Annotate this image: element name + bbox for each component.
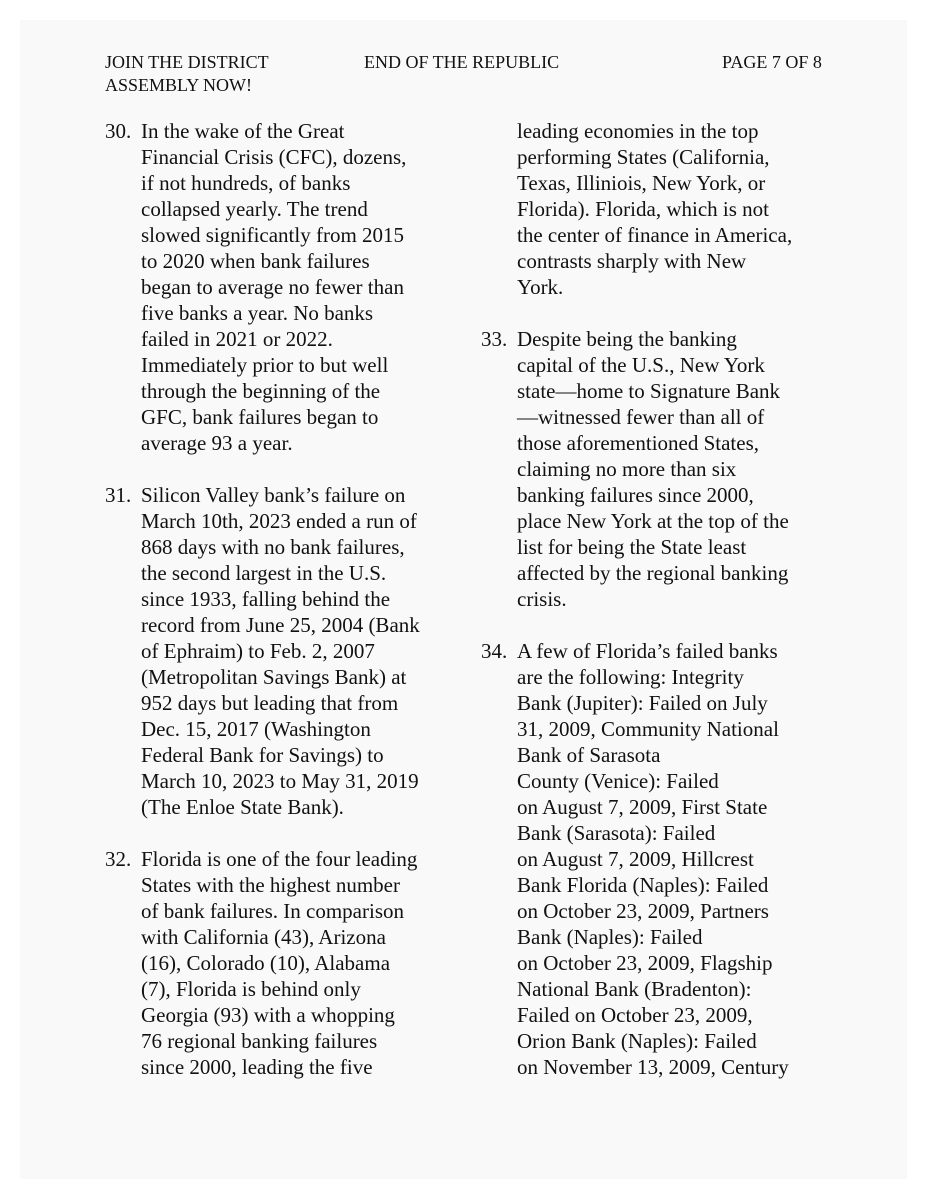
text-line: with California (43), Arizona	[141, 925, 386, 949]
text-line: (The Enloe State Bank).	[141, 795, 344, 819]
text-line: Bank (Jupiter): Failed on July	[517, 691, 768, 715]
text-line: Georgia (93) with a whopping	[141, 1003, 395, 1027]
page-number: PAGE 7 OF 8	[722, 52, 822, 72]
text-line: on October 23, 2009, Flagship	[517, 951, 773, 975]
text-line: the center of finance in America,	[517, 223, 793, 247]
text-line: A few of Florida’s failed banks	[517, 639, 778, 663]
text-line: on August 7, 2009, First State	[517, 795, 768, 819]
text-line: Failed on October 23, 2009,	[517, 1003, 753, 1027]
text-line: since 1933, falling behind the	[141, 587, 391, 611]
text-line: performing States (California,	[517, 145, 770, 169]
text-line: Silicon Valley bank’s failure on	[141, 483, 406, 507]
text-line: (16), Colorado (10), Alabama	[141, 951, 391, 975]
text-line: to 2020 when bank failures	[141, 249, 370, 273]
text-line: list for being the State least	[517, 535, 747, 559]
text-line: affected by the regional banking	[517, 561, 789, 585]
text-line: GFC, bank failures began to	[141, 405, 379, 429]
text-line: state—home to Signature Bank	[517, 379, 781, 403]
header-left-line-2: ASSEMBLY NOW!	[105, 75, 253, 95]
text-line: on November 13, 2009, Century	[517, 1055, 789, 1079]
text-line: Immediately prior to but well	[141, 353, 389, 377]
text-line: if not hundreds, of banks	[141, 171, 351, 195]
text-line: Bank (Naples): Failed	[517, 925, 703, 949]
text-line: Bank of Sarasota	[517, 743, 661, 767]
text-line: Texas, Illiniois, New York, or	[517, 171, 766, 195]
text-line: capital of the U.S., New York	[517, 353, 765, 377]
text-line: Bank (Sarasota): Failed	[517, 821, 716, 845]
item-number: 32.	[105, 847, 132, 871]
text-line: slowed significantly from 2015	[141, 223, 405, 247]
item-number: 31.	[105, 483, 132, 507]
header-left	[105, 51, 305, 97]
text-line: average 93 a year.	[141, 431, 293, 455]
item-number: 34.	[481, 639, 508, 663]
text-line: —witnessed fewer than all of	[517, 405, 765, 429]
text-line: those aforementioned States,	[517, 431, 760, 455]
text-line: on October 23, 2009, Partners	[517, 899, 769, 923]
text-line: 952 days but leading that from	[141, 691, 399, 715]
text-line: York.	[517, 275, 564, 299]
item-number: 30.	[105, 119, 132, 143]
text-line: place New York at the top of the	[517, 509, 789, 533]
text-line: on August 7, 2009, Hillcrest	[517, 847, 754, 871]
text-line: contrasts sharply with New	[517, 249, 747, 273]
text-line: since 2000, leading the five	[141, 1055, 373, 1079]
text-line: Financial Crisis (CFC), dozens,	[141, 145, 407, 169]
text-line: Orion Bank (Naples): Failed	[517, 1029, 757, 1053]
text-line: record from June 25, 2004 (Bank	[141, 613, 420, 637]
text-line: (7), Florida is behind only	[141, 977, 361, 1001]
text-line: Dec. 15, 2017 (Washington	[141, 717, 371, 741]
text-line: five banks a year. No banks	[141, 301, 374, 325]
text-line: of Ephraim) to Feb. 2, 2007	[141, 639, 375, 663]
text-line: banking failures since 2000,	[517, 483, 754, 507]
text-line: 868 days with no bank failures,	[141, 535, 405, 559]
text-line: are the following: Integrity	[517, 665, 744, 689]
list-item-31	[105, 482, 445, 820]
text-line: collapsed yearly. The trend	[141, 197, 368, 221]
text-line: began to average no fewer than	[141, 275, 404, 299]
text-line: Bank Florida (Naples): Failed	[517, 873, 769, 897]
text-line: March 10th, 2023 ended a run of	[141, 509, 417, 533]
item-number: 33.	[481, 327, 508, 351]
text-line: Florida is one of the four leading	[141, 847, 418, 871]
text-line: Florida). Florida, which is not	[517, 197, 769, 221]
list-item-32-continued	[481, 118, 821, 300]
text-line: (Metropolitan Savings Bank) at	[141, 665, 407, 689]
text-line: In the wake of the Great	[141, 119, 345, 143]
text-line: 31, 2009, Community National	[517, 717, 779, 741]
right-column	[481, 118, 821, 1080]
text-line: National Bank (Bradenton):	[517, 977, 752, 1001]
document-title: END OF THE REPUBLIC	[364, 52, 560, 72]
text-line: claiming no more than six	[517, 457, 737, 481]
text-line: through the beginning of the	[141, 379, 381, 403]
list-item-30	[105, 118, 445, 456]
text-line: County (Venice): Failed	[517, 769, 719, 793]
text-line: the second largest in the U.S.	[141, 561, 387, 585]
text-line: failed in 2021 or 2022.	[141, 327, 333, 351]
list-item-33	[481, 326, 821, 612]
header-left-line-1: JOIN THE DISTRICT	[105, 52, 269, 72]
list-item-34	[481, 638, 821, 1080]
text-line: Despite being the banking	[517, 327, 737, 351]
text-line: Federal Bank for Savings) to	[141, 743, 384, 767]
text-line: March 10, 2023 to May 31, 2019	[141, 769, 419, 793]
left-column	[105, 118, 445, 1080]
text-line: 76 regional banking failures	[141, 1029, 378, 1053]
text-line: of bank failures. In comparison	[141, 899, 405, 923]
text-line: leading economies in the top	[517, 119, 759, 143]
list-item-32	[105, 846, 445, 1080]
text-line: States with the highest number	[141, 873, 400, 897]
text-line: crisis.	[517, 587, 567, 611]
